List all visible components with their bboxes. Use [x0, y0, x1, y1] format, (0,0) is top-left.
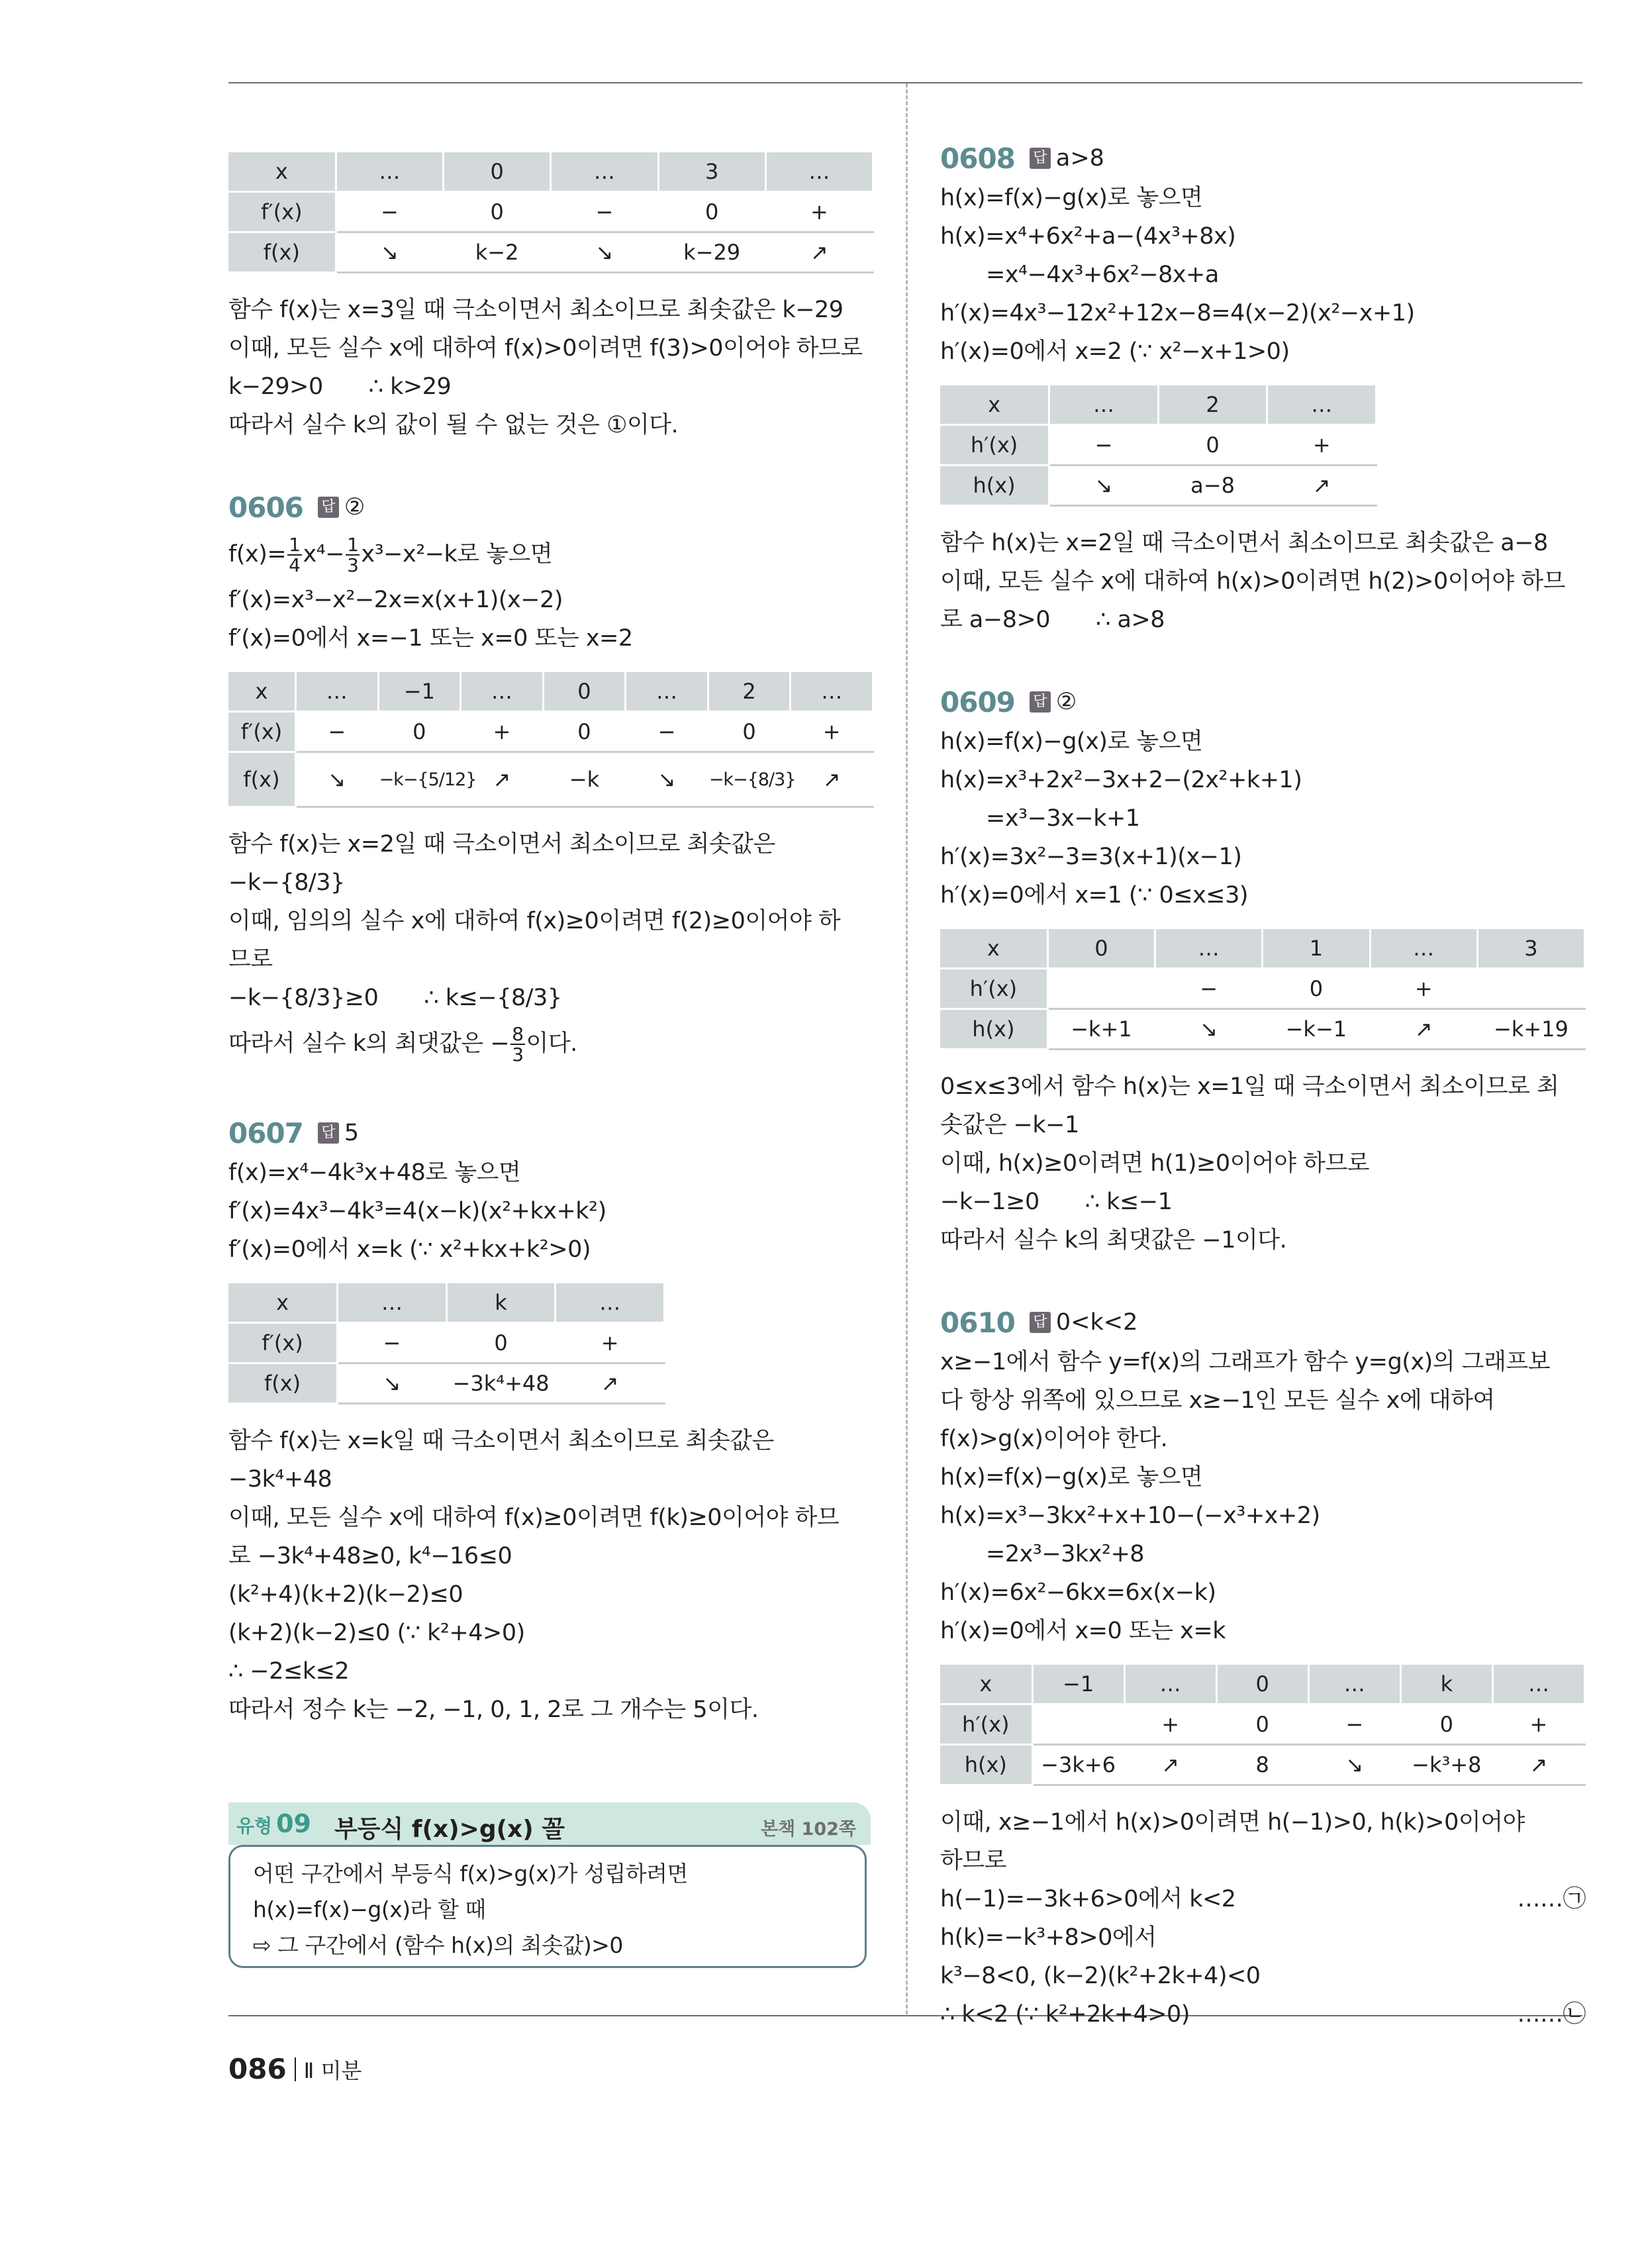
row-label: h(x) [940, 1009, 1047, 1050]
solution-line: 솟값은 −k−1 [940, 1112, 1079, 1138]
solution-line: x≥−1에서 함수 y=f(x)의 그래프가 함수 y=g(x)의 그래프보 [940, 1349, 1551, 1375]
solution-line: =x³−3x−k+1 [940, 805, 1140, 832]
type-label [236, 1809, 311, 1838]
table-row [228, 752, 873, 807]
solution-line: 따라서 실수 k의 최댓값은 −1이다. [940, 1227, 1287, 1254]
table-cell: 0 [543, 672, 626, 712]
table-cell: … [1049, 385, 1159, 425]
row-label: h′(x) [940, 969, 1047, 1009]
table-cell: … [791, 672, 873, 712]
table-cell: ↗ [1370, 1009, 1477, 1050]
solution-line: h(x)=f(x)−g(x)로 놓으면 [940, 1464, 1203, 1491]
row-label: x [228, 152, 336, 192]
problem-number: 0610 [940, 1306, 1015, 1339]
table-cell: + [1492, 1704, 1584, 1745]
solution-line: f(x)= $\frac{1}{4}$ x⁴− $\frac{1}{3}$ x³−x²−k로 놓으면 [228, 533, 553, 576]
table-cell: 0 [446, 1323, 555, 1363]
page-number: 086 [228, 2053, 287, 2085]
table-cell: ↗ [1492, 1745, 1584, 1785]
table-row [940, 1704, 1585, 1745]
table-cell [1032, 1704, 1124, 1745]
answer-value: 0<k<2 [1055, 1309, 1138, 1336]
answer-icon: 답 [1030, 691, 1051, 713]
fraction: $\frac{1}{3}$ [347, 533, 359, 576]
table-cell: − [1049, 425, 1159, 466]
solution-line: h(x)=x³−3kx²+x+10−(−x³+x+2) [940, 1503, 1320, 1529]
solution-line: −3k⁴+48 [228, 1466, 332, 1493]
row-label: x [228, 1283, 338, 1323]
table-cell: −3k+6 [1032, 1745, 1124, 1785]
solution-line: h′(x)=0에서 x=1 (∵ 0≤x≤3) [940, 882, 1249, 909]
table-cell: −k³+8 [1400, 1745, 1492, 1785]
table-cell: + [1370, 969, 1477, 1009]
type-box-line: 어떤 구간에서 부등식 f(x)>g(x)가 성립하려면 [253, 1861, 688, 1887]
page-footer [228, 2053, 362, 2085]
table-cell: − [338, 1323, 447, 1363]
solution-line: f(x)=x⁴−4k³x+48로 놓으면 [228, 1159, 521, 1186]
table-cell: ↗ [791, 752, 873, 807]
solution-line: f′(x)=4x³−4k³=4(x−k)(x²+kx+k²) [228, 1198, 606, 1224]
table-cell: … [1492, 1665, 1584, 1704]
table-header-row [940, 1665, 1585, 1704]
solution-line: (k+2)(k−2)≤0 (∵ k²+4>0) [228, 1620, 525, 1646]
table-cell: − [551, 192, 658, 232]
solution-line: h(x)=x³+2x²−3x+2−(2x²+k+1) [940, 767, 1302, 793]
table-cell: − [1155, 969, 1263, 1009]
table-cell: … [338, 1283, 447, 1323]
variation-table [228, 672, 874, 808]
table-cell: 0 [1158, 425, 1267, 466]
table-cell: ↘ [296, 752, 379, 807]
table-cell: − [296, 712, 379, 752]
answer-icon: 답 [318, 497, 339, 518]
table-cell: −k−1 [1263, 1009, 1370, 1050]
type-number: 09 [276, 1809, 311, 1838]
table-cell: ↘ [551, 232, 658, 273]
solution-line: ∴ −2≤k≤2 [228, 1658, 350, 1685]
solution-line: −k−{8/3} [228, 869, 345, 896]
solution-line: 로 −3k⁴+48≥0, k⁴−16≤0 [228, 1543, 512, 1569]
table-row [940, 969, 1585, 1009]
table-cell: 3 [1477, 929, 1584, 969]
solution-line: 함수 f(x)는 x=k일 때 극소이면서 최소이므로 최솟값은 [228, 1428, 774, 1454]
column-divider [906, 83, 908, 2014]
solution-line: =x⁴−4x³+6x²−8x+a [940, 262, 1219, 288]
table-header-row [228, 152, 873, 192]
solution-line: f(x)>g(x)이어야 한다. [940, 1426, 1168, 1452]
table-cell: 0 [444, 152, 551, 192]
solution-line: h′(x)=0에서 x=2 (∵ x²−x+1>0) [940, 338, 1290, 365]
solution-line: k−29>0 ∴ k>29 [228, 373, 452, 400]
table-cell: … [1124, 1665, 1216, 1704]
solution-line: h′(x)=3x²−3=3(x+1)(x−1) [940, 844, 1242, 870]
type-label-text: 유형 [236, 1815, 273, 1837]
fraction: $\frac{1}{4}$ [289, 533, 301, 576]
row-label: x [940, 385, 1049, 425]
problem-number: 0607 [228, 1116, 303, 1150]
answer-icon: 답 [318, 1122, 339, 1144]
table-row [228, 1323, 665, 1363]
problem-header [940, 681, 1586, 722]
variation-table [228, 1283, 665, 1405]
solution-line: h′(x)=4x³−12x²+12x−8=4(x−2)(x²−x+1) [940, 300, 1415, 326]
solution-line: 따라서 실수 k의 값이 될 수 없는 것은 ①이다. [228, 412, 679, 438]
answer-value: ② [1055, 689, 1077, 715]
table-cell: −k+19 [1477, 1009, 1584, 1050]
table-row [228, 712, 873, 752]
solution-line: h(x)=f(x)−g(x)로 놓으면 [940, 185, 1203, 211]
table-header-row [940, 929, 1585, 969]
table-cell: ↗ [461, 752, 544, 807]
solution-line: h′(x)=0에서 x=0 또는 x=k [940, 1618, 1226, 1644]
solution-line: f′(x)=0에서 x=k (∵ x²+kx+k²>0) [228, 1236, 591, 1263]
table-cell: k [1400, 1665, 1492, 1704]
solution-line: h(k)=−k³+8>0에서 [940, 1924, 1157, 1951]
type-box-body [228, 1845, 867, 1968]
table-cell: 3 [658, 152, 765, 192]
row-label: h(x) [940, 1745, 1032, 1785]
table-cell: ↘ [1155, 1009, 1263, 1050]
solution-line: 하므로 [940, 1848, 1006, 1874]
solution-line: (k²+4)(k+2)(k−2)≤0 [228, 1581, 463, 1608]
variation-table [228, 152, 874, 273]
table-cell: 0 [1047, 929, 1155, 969]
table-row [940, 466, 1376, 506]
table-cell: − [626, 712, 708, 752]
table-cell [1047, 969, 1155, 1009]
solution-line: −k−{8/3}≥0 ∴ k≤−{8/3} [228, 985, 562, 1011]
table-cell: a−8 [1158, 466, 1267, 506]
table-cell: ↘ [626, 752, 708, 807]
table-cell: k [446, 1283, 555, 1323]
solution-line: 다 항상 위쪽에 있으므로 x≥−1인 모든 실수 x에 대하여 [940, 1387, 1495, 1414]
table-cell: + [791, 712, 873, 752]
row-label: x [940, 929, 1047, 969]
table-row [228, 232, 873, 273]
table-cell: ↘ [1308, 1745, 1400, 1785]
row-label: f′(x) [228, 192, 336, 232]
row-label: f(x) [228, 232, 336, 273]
table-cell [1477, 969, 1584, 1009]
table-cell: … [551, 152, 658, 192]
table-cell: 0 [543, 712, 626, 752]
solution-line: 로 a−8>0 ∴ a>8 [940, 607, 1165, 633]
table-cell: … [1308, 1665, 1400, 1704]
problem-header [228, 1112, 874, 1154]
table-cell: 0 [1263, 969, 1370, 1009]
problem-header [228, 487, 874, 528]
answer-value: ② [344, 494, 365, 520]
table-cell: ↗ [1124, 1745, 1216, 1785]
type-box [228, 1802, 871, 1972]
equation-tag: ……㉡ [1517, 2001, 1586, 2028]
table-cell: k−29 [658, 232, 765, 273]
table-cell: ↗ [765, 232, 873, 273]
fraction: $\frac{8}{3}$ [512, 1022, 524, 1065]
table-cell: −k−{8/3} [708, 752, 791, 807]
type-box-line: ⇨ 그 구간에서 (함수 h(x)의 최솟값)>0 [253, 1932, 623, 1958]
row-label: f(x) [228, 1363, 338, 1404]
table-cell: … [1267, 385, 1376, 425]
solution-line: f′(x)=0에서 x=−1 또는 x=0 또는 x=2 [228, 625, 633, 652]
equation-tag: ……㉠ [1517, 1886, 1586, 1912]
table-cell: … [1370, 929, 1477, 969]
table-cell: ↘ [338, 1363, 447, 1404]
solution-line: ∴ k<2 (∵ k²+2k+4>0) ……㉡ [940, 1995, 1586, 2034]
row-label: f′(x) [228, 712, 296, 752]
row-label: h(x) [940, 466, 1049, 506]
problem-number: 0609 [940, 685, 1015, 718]
solution-line: 따라서 정수 k는 −2, −1, 0, 1, 2로 그 개수는 5이다. [228, 1697, 759, 1723]
variation-table [940, 1665, 1586, 1786]
table-cell: ↘ [1049, 466, 1159, 506]
table-row [228, 1363, 665, 1404]
left-column [228, 138, 874, 1729]
table-cell: 0 [444, 192, 551, 232]
row-label: f(x) [228, 752, 296, 807]
type-box-header [228, 1802, 871, 1845]
table-cell: −k−{5/12} [378, 752, 461, 807]
solution-line: h(x)=x⁴+6x²+a−(4x³+8x) [940, 223, 1236, 250]
type-title: 부등식 f(x)>g(x) 꼴 [334, 1816, 565, 1843]
table-cell: −1 [378, 672, 461, 712]
type-box-line: h(x)=f(x)−g(x)라 할 때 [253, 1897, 486, 1922]
solution-line: h(−1)=−3k+6>0에서 k<2 ……㉠ [940, 1880, 1586, 1918]
table-cell: … [555, 1283, 665, 1323]
table-cell: + [765, 192, 873, 232]
table-header-row [228, 672, 873, 712]
reference-page: 본책 102쪽 [760, 1819, 856, 1840]
table-cell: + [555, 1323, 665, 1363]
table-row [940, 425, 1376, 466]
table-cell: −1 [1032, 1665, 1124, 1704]
chapter-label: Ⅱ 미분 [303, 2057, 362, 2083]
row-label: f′(x) [228, 1323, 338, 1363]
table-header-row [940, 385, 1376, 425]
solution-line: h′(x)=6x²−6kx=6x(x−k) [940, 1579, 1216, 1606]
table-cell: −k+1 [1047, 1009, 1155, 1050]
table-cell: 0 [1400, 1704, 1492, 1745]
solution-line: 이때, 모든 실수 x에 대하여 h(x)>0이려면 h(2)>0이어야 하므 [940, 568, 1565, 595]
row-label: x [228, 672, 296, 712]
table-cell: 1 [1263, 929, 1370, 969]
table-cell: 0 [1216, 1704, 1308, 1745]
table-cell: … [765, 152, 873, 192]
answer-icon: 답 [1030, 1312, 1051, 1333]
solution-line: 이때, h(x)≥0이려면 h(1)≥0이어야 하므로 [940, 1150, 1370, 1177]
table-cell: ↗ [555, 1363, 665, 1404]
table-cell: 0 [1216, 1665, 1308, 1704]
table-cell: … [626, 672, 708, 712]
answer-value: 5 [344, 1120, 360, 1146]
row-label: h′(x) [940, 425, 1049, 466]
solution-line: 함수 f(x)는 x=2일 때 극소이면서 최소이므로 최솟값은 [228, 831, 775, 858]
solution-line: 이때, 모든 실수 x에 대하여 f(x)>0이려면 f(3)>0이어야 하므로 [228, 335, 863, 362]
solution-line: −k−1≥0 ∴ k≤−1 [940, 1189, 1173, 1215]
problem-number: 0606 [228, 491, 303, 524]
table-cell: ↘ [336, 232, 443, 273]
table-cell: … [461, 672, 544, 712]
solution-line: 이때, 임의의 실수 x에 대하여 f(x)≥0이려면 f(2)≥0이어야 하 [228, 908, 841, 934]
table-cell: 2 [708, 672, 791, 712]
table-header-row [228, 1283, 665, 1323]
solution-line: 0≤x≤3에서 함수 h(x)는 x=1일 때 극소이면서 최소이므로 최 [940, 1073, 1559, 1100]
table-cell: −3k⁴+48 [446, 1363, 555, 1404]
row-label: x [940, 1665, 1032, 1704]
variation-table [940, 929, 1586, 1050]
solution-line: 이때, 모든 실수 x에 대하여 f(x)≥0이려면 f(k)≥0이어야 하므 [228, 1504, 840, 1531]
table-row [940, 1009, 1585, 1050]
table-cell: 8 [1216, 1745, 1308, 1785]
table-row [228, 192, 873, 232]
solution-line: 함수 h(x)는 x=2일 때 극소이면서 최소이므로 최솟값은 a−8 [940, 530, 1548, 556]
solution-line: 함수 f(x)는 x=3일 때 극소이면서 최소이므로 최솟값은 k−29 [228, 297, 844, 323]
table-cell: 0 [658, 192, 765, 232]
table-cell: − [1308, 1704, 1400, 1745]
problem-number: 0608 [940, 142, 1015, 175]
table-cell: k−2 [444, 232, 551, 273]
solution-line: 이때, x≥−1에서 h(x)>0이려면 h(−1)>0, h(k)>0이어야 [940, 1809, 1525, 1836]
footer-separator [295, 2057, 296, 2081]
answer-icon: 답 [1030, 148, 1051, 169]
answer-value: a>8 [1055, 145, 1104, 172]
table-cell: + [1267, 425, 1376, 466]
table-cell: … [296, 672, 379, 712]
solution-line: k³−8<0, (k−2)(k²+2k+4)<0 [940, 1963, 1261, 1989]
table-cell: … [1155, 929, 1263, 969]
variation-table [940, 385, 1377, 507]
table-cell: −k [543, 752, 626, 807]
table-cell: + [461, 712, 544, 752]
table-cell: 0 [378, 712, 461, 752]
solution-line: 따라서 실수 k의 최댓값은 − $\frac{8}{3}$ 이다. [228, 1022, 577, 1065]
solution-line: =2x³−3kx²+8 [940, 1541, 1145, 1567]
table-cell: … [336, 152, 443, 192]
solution-line: f′(x)=x³−x²−2x=x(x+1)(x−2) [228, 587, 563, 613]
solution-line: 므로 [228, 946, 273, 973]
table-cell: − [336, 192, 443, 232]
table-cell: + [1124, 1704, 1216, 1745]
problem-header [940, 1302, 1586, 1343]
table-cell: ↗ [1267, 466, 1376, 506]
row-label: h′(x) [940, 1704, 1032, 1745]
table-row [940, 1745, 1585, 1785]
table-cell: 2 [1158, 385, 1267, 425]
solution-line: h(x)=f(x)−g(x)로 놓으면 [940, 728, 1203, 755]
table-cell: 0 [708, 712, 791, 752]
problem-header [940, 138, 1586, 179]
right-column [940, 138, 1586, 2034]
